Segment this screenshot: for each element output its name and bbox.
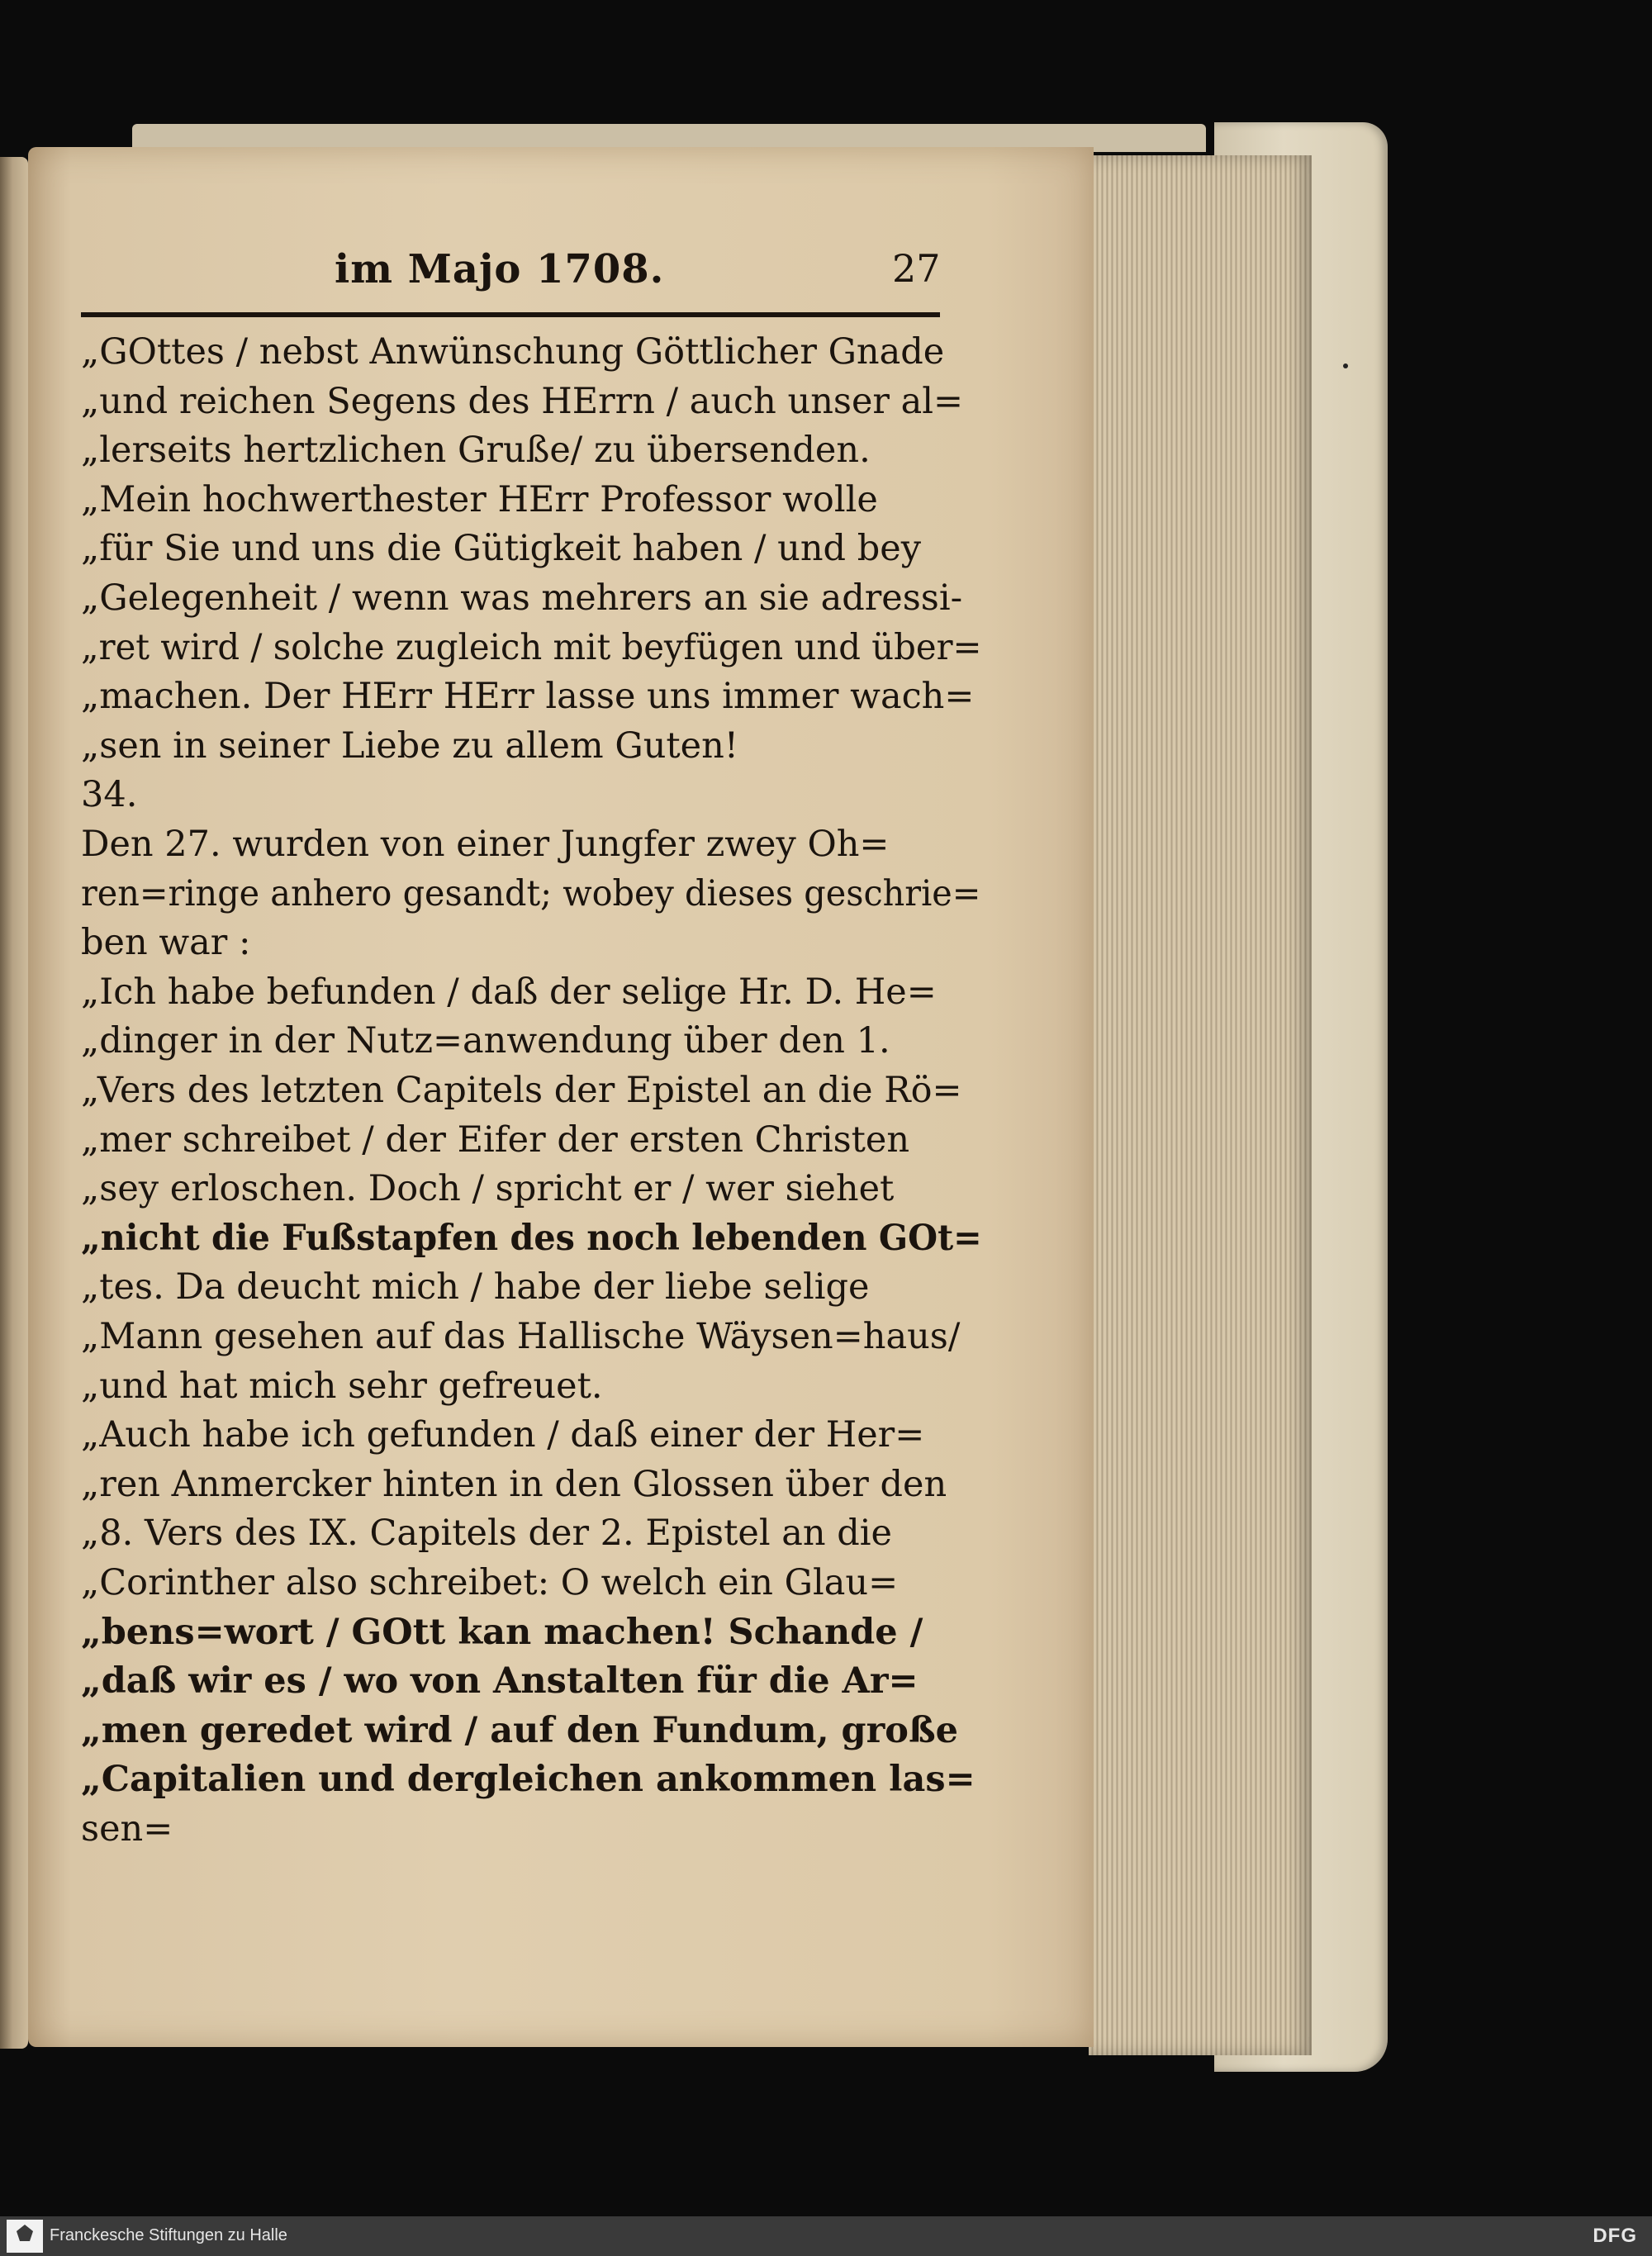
text-line: „sey erloschen. Doch / spricht er / wer siehet [81,1168,895,1210]
page-number: 27 [892,246,941,291]
text-line: „mer schreibet / der Eifer der ersten Christen [81,1119,910,1161]
text-line: „lerseits hertzlichen Gruße/ zu übersenden. [81,430,871,472]
text-line: „für Sie und uns die Gütigkeit haben / und bey [81,528,922,570]
text-line: „ren Anmercker hinten in den Glossen über den [81,1463,947,1505]
text-line: „GOttes / nebst Anwünschung Göttlicher Gnade [81,331,945,373]
text-line: „und hat mich sehr gefreuet. [81,1365,603,1407]
institution-logo-icon [7,2220,43,2253]
footer-bar [0,2216,1652,2256]
text-line: ben war : [81,922,251,964]
text-line: „ret wird / solche zugleich mit beyfügen und über= [81,626,982,668]
text-line: „Capitalien und dergleichen ankommen las= [81,1759,976,1801]
text-line: Den 27. wurden von einer Jungfer zwey Oh= [81,824,890,865]
text-line: „und reichen Segens des HErrn / auch unser al= [81,380,964,422]
adjacent-page-edge [0,157,28,2049]
header-rule [81,312,940,317]
text-line: „8. Vers des IX. Capitels der 2. Epistel an die [81,1513,892,1555]
running-head [289,246,941,312]
text-line: 34. [81,774,138,816]
institution-name: Franckesche Stiftungen zu Halle [50,2226,287,2244]
text-line: „Auch habe ich gefunden / daß einer der Her= [81,1414,925,1456]
text-line: „Mann gesehen auf das Hallische Wäysen=haus/ [81,1316,961,1357]
text-line: ren=ringe anhero gesandt; wobey dieses geschrie= [81,872,981,914]
text-line: „machen. Der HErr HErr lasse uns immer wach= [81,676,975,718]
running-head-title: im Majo 1708. [335,246,665,292]
text-line: „Gelegenheit / wenn was mehrers an sie adressi- [81,577,963,619]
speck-mark [1343,363,1348,368]
text-line: sen= [81,1808,173,1850]
text-line: „dinger in der Nutz=anwendung über den 1. [81,1020,890,1062]
text-line: „daß wir es / wo von Anstalten für die Ar= [81,1660,919,1703]
page-stack-edges [1089,155,1312,2055]
text-line: „Corinther also schreibet: O welch ein Glau= [81,1562,899,1603]
text-line: „Mein hochwerthester HErr Professor wolle [81,478,878,520]
text-line: „sen in seiner Liebe zu allem Guten! [81,724,739,767]
text-line: „Ich habe befunden / daß der selige Hr. D. He= [81,971,937,1013]
text-line: „tes. Da deucht mich / habe der liebe selige [81,1266,870,1308]
text-line: „bens=wort / GOtt kan machen! Schande / [81,1611,923,1653]
text-line: „Vers des letzten Capitels der Epistel an die Rö= [81,1070,962,1111]
text-line: „nicht die Fußstapfen des noch lebenden GOt= [81,1217,982,1259]
dfg-logo: DFG [1593,2225,1637,2247]
text-line: „men geredet wird / auf den Fundum, große [81,1709,958,1751]
